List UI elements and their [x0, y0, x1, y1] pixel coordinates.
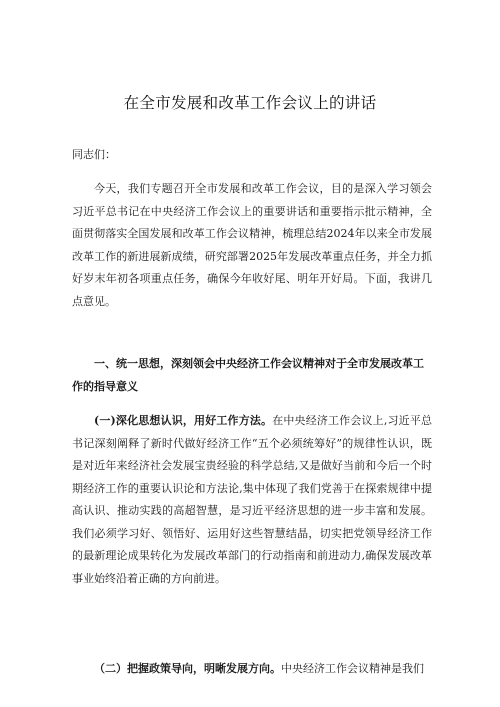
body-paragraph [72, 410, 432, 590]
subsection-lead: （二）把握政策导向，明晰发展方向。 [94, 662, 281, 675]
body-paragraph [72, 178, 432, 313]
body-paragraph [72, 658, 432, 681]
section-heading: 一、统一思想，深刻领会中央经济工作会议精神对于全市发展改革工作的指导意义 [72, 357, 424, 393]
subsection-lead: (一)深化思想认识，用好工作方法。 [94, 414, 273, 427]
paragraph-text: 今天，我们专题召开全市发展和改革工作会议，目的是深入学习领会习近平总书记在中央经济工作会议上的重要讲话和重要指示批示精神，全面贯彻落实全国发展和改革工作会议精神，梳理总结2024年以来全市发展改革工作的新进展新成绩，研究部署2025年发展改革重点任务，并全力抓好岁末年初各项重点任务，确保今年收好尾、明年开好局。下面，我讲几点意见。 [72, 182, 432, 308]
paragraph-text: 中央经济工作会议精神是我们 [281, 662, 424, 675]
salutation: 同志们： [72, 148, 116, 161]
document-title: 在全市发展和改革工作会议上的讲话 [123, 94, 377, 112]
paragraph-text: 在中央经济工作会议上,习近平总书记深刻阐释了新时代做好经济工作“五个必须统筹好”的规律性认识，既是对近年来经济社会发展宝贵经验的科学总结,又是做好当前和今后一个时期经济工作的重要认识论和方法论,集中体现了我们党善于在探索规律中提高认识、推动实践的高超智慧，是习近平经济思想的进一步丰富和发展。我们必须学习好、领悟好、运用好这些智慧结晶，切实把党领导经济工作的最新理论成果转化为发展改革部门的行动指南和前进动力,确保发展改革事业始终沿着正确的方向前进。 [72, 414, 432, 585]
